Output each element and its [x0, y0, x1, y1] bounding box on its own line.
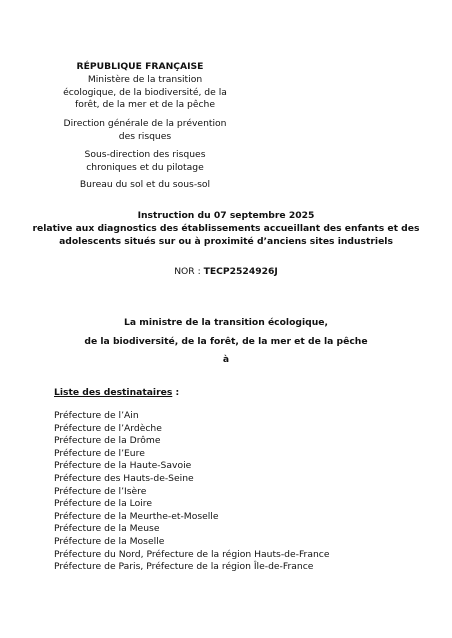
- recipient-item: Préfecture de l’Ardèche: [54, 422, 162, 434]
- recipient-item: Préfecture de la Drôme: [54, 435, 161, 447]
- subdirection-name: [60, 149, 230, 174]
- sender-line-2: de la biodiversité, de la forêt, de la mer et de la pêche: [84, 336, 368, 347]
- bureau-name: Bureau du sol et du sous-sol: [79, 179, 211, 190]
- direction-line: Direction générale de la prévention: [63, 118, 227, 129]
- subdirection-line: chroniques et du pilotage: [86, 161, 204, 173]
- ministry-line: forêt, de la mer et de la pêche: [74, 99, 216, 111]
- recipients-heading-colon: :: [172, 387, 180, 398]
- subdirection-line: Sous-direction des risques: [84, 149, 206, 160]
- recipients-heading: [54, 387, 179, 400]
- addressee-to: à: [222, 354, 230, 365]
- recipient-item: Préfecture de l’Isère: [54, 485, 147, 497]
- nor-label: NOR :: [174, 266, 204, 277]
- nor-reference: [0, 266, 452, 279]
- republic-title: RÉPUBLIQUE FRANÇAISE: [76, 61, 204, 72]
- recipient-item: Préfecture du Nord, Préfecture de la région Hauts-de-France: [54, 548, 330, 560]
- sender-line-1: La ministre de la transition écologique,: [124, 317, 328, 328]
- recipient-item: Préfecture de la Meuse: [54, 523, 160, 535]
- recipient-item: Préfecture de Paris, Préfecture de la région Île-de-France: [54, 561, 314, 573]
- nor-value: TECP2524926J: [203, 266, 278, 277]
- recipients-heading-text: Liste des destinataires: [54, 387, 173, 398]
- ministry-line: Ministère de la transition: [87, 74, 203, 85]
- recipient-item: Préfecture de l’Ain: [54, 410, 139, 421]
- ministry-name: [60, 74, 230, 112]
- recipient-item: Préfecture de la Loire: [54, 498, 152, 510]
- instruction-subject-line: adolescents situés sur ou à proximité d’anciens sites industriels: [59, 235, 393, 247]
- recipient-item: Préfecture de l’Eure: [54, 447, 145, 459]
- instruction-title: Instruction du 07 septembre 2025: [137, 210, 315, 221]
- direction-name: [60, 118, 230, 143]
- recipient-item: Préfecture de la Moselle: [54, 535, 165, 547]
- recipients-list: [54, 410, 330, 574]
- instruction-subject: [0, 223, 452, 248]
- recipient-item: Préfecture des Hauts-de-Seine: [54, 472, 194, 484]
- instruction-subject-line: relative aux diagnostics des établissements accueillant des enfants et des: [32, 223, 420, 234]
- ministry-line: écologique, de la biodiversité, de la: [63, 86, 227, 98]
- recipient-item: Préfecture de la Meurthe-et-Moselle: [54, 510, 219, 522]
- direction-line: des risques: [118, 130, 172, 142]
- recipient-item: Préfecture de la Haute-Savoie: [54, 460, 192, 472]
